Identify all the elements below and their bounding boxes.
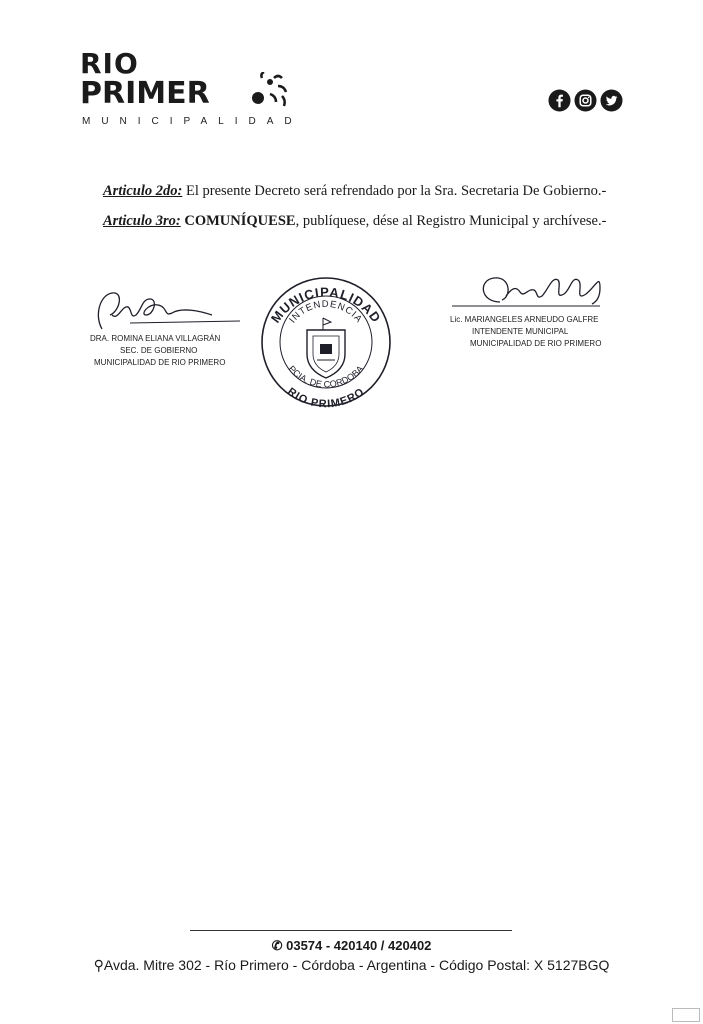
- twitter-icon[interactable]: [600, 89, 623, 112]
- signature-block-right: [450, 262, 620, 367]
- facebook-icon[interactable]: [548, 89, 571, 112]
- footer-address-text: Avda. Mitre 302 - Río Primero - Córdoba - Argentina - Código Postal: X 5127BGQ: [103, 957, 610, 973]
- article-3-text: , publíquese, dése al Registro Municipal y archívese.-: [295, 213, 607, 229]
- seal-inner-text: INTENDENCIA: [287, 298, 365, 326]
- scanner-watermark: [672, 1008, 700, 1022]
- svg-text:PCIA. DE CORDOBA: [287, 364, 366, 390]
- phone-icon: ✆: [271, 938, 283, 953]
- seal-top-text: MUNICIPALIDAD: [267, 284, 385, 326]
- footer-divider: [190, 930, 512, 931]
- signature-block-left: [90, 285, 250, 385]
- instagram-icon[interactable]: [574, 89, 597, 112]
- municipality-logo: [80, 47, 303, 130]
- article-3: [103, 213, 606, 230]
- handwritten-signature-left: [90, 285, 250, 335]
- logo-line-primer: PRIMER: [80, 76, 210, 111]
- municipal-seal: [257, 270, 395, 415]
- handwritten-signature-right: [450, 262, 620, 322]
- signature-left-institution: MUNICIPALIDAD DE RIO PRIMERO: [94, 358, 226, 367]
- logo-line-rio: RIO: [80, 47, 139, 80]
- seal-bottom-text: PCIA. DE CORDOBA: [286, 363, 366, 390]
- signature-right-name: Lic. MARIANGELES ARNEUDO GALFRE: [450, 315, 599, 324]
- signature-left-role: SEC. DE GOBIERNO: [120, 346, 198, 355]
- article-2: [103, 183, 606, 200]
- logo-subtitle: MUNICIPALIDAD: [82, 116, 303, 127]
- article-3-emphasis: COMUNÍQUESE: [184, 213, 296, 229]
- svg-text:RIO PRIMERO: [285, 386, 367, 411]
- seal-bottom-outer-text: RIO PRIMERO: [285, 385, 367, 411]
- article-2-text: El presente Decreto será refrendado por la Sra. Secretaria De Gobierno.-: [182, 183, 607, 199]
- seal-shield-icon: [307, 318, 345, 378]
- signature-left-name: DRA. ROMINA ELIANA VILLAGRÁN: [90, 334, 221, 343]
- footer-phone: [0, 938, 703, 954]
- social-links: [548, 89, 623, 112]
- signature-right-role: INTENDENTE MUNICIPAL: [472, 327, 569, 336]
- location-pin-icon: ⚲: [93, 957, 104, 973]
- logo-figure-icon: [248, 72, 292, 112]
- footer-address: [0, 957, 703, 974]
- article-3-label: Articulo 3ro:: [103, 213, 181, 229]
- article-2-label: Articulo 2do:: [103, 183, 183, 199]
- signature-right-institution: MUNICIPALIDAD DE RIO PRIMERO: [470, 339, 602, 348]
- footer-phone-number: 03574 - 420140 / 420402: [286, 938, 432, 953]
